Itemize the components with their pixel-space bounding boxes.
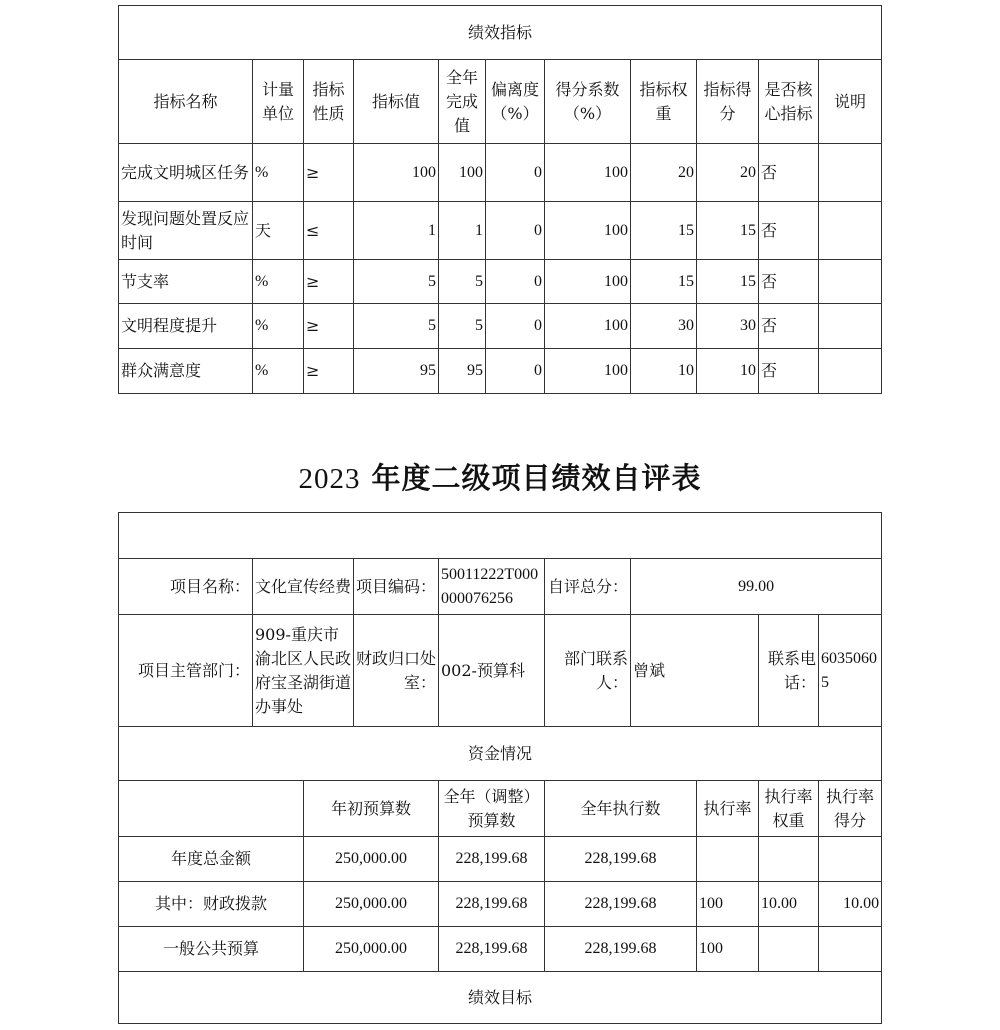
indicator-name: 发现问题处置反应时间 [119,202,253,260]
indicator-nature: ≥ [304,349,354,394]
indicator-unit: % [253,260,304,304]
indicator-weight: 10 [631,349,697,394]
project-code: 50011222T000000076256 [439,559,545,615]
indicator-note [819,260,882,304]
indicator-target: 5 [354,304,439,349]
indicator-core: 否 [759,304,819,349]
indicator-table [118,5,882,394]
funds-weight [759,837,819,882]
indicator-nature: ≥ [304,260,354,304]
table-row [119,202,882,260]
table-row [119,882,882,927]
project-info-row [119,559,882,615]
indicator-note [819,349,882,394]
indicator-target: 1 [354,202,439,260]
funds-adjusted: 228,199.68 [439,927,545,972]
table-row [119,260,882,304]
indicator-deviation: 0 [486,202,545,260]
funds-row-label: 其中：财政拨款 [119,882,304,927]
header-initial-budget: 年初预算数 [304,781,439,837]
indicator-coefficient: 100 [545,260,631,304]
funds-row-label: 年度总金额 [119,837,304,882]
funds-executed: 228,199.68 [545,882,697,927]
header-rate-weight: 执行率权重 [759,781,819,837]
indicator-actual: 1 [439,202,486,260]
dept-label: 项目主管部门： [119,615,253,727]
funds-rate: 100 [697,927,759,972]
header-note: 说明 [819,60,882,144]
funds-executed: 228,199.68 [545,927,697,972]
header-nature: 指标性质 [304,60,354,144]
indicator-name: 完成文明城区任务 [119,144,253,202]
header-core: 是否核心指标 [759,60,819,144]
table-row [119,144,882,202]
indicator-nature: ≥ [304,144,354,202]
funds-adjusted: 228,199.68 [439,837,545,882]
indicator-target: 5 [354,260,439,304]
dept-value: 909-重庆市渝北区人民政府宝圣湖街道办事处 [253,615,354,727]
indicator-unit: 天 [253,202,304,260]
header-deviation: 偏离度（%） [486,60,545,144]
indicator-deviation: 0 [486,349,545,394]
indicator-header-row [119,60,882,144]
indicator-target: 100 [354,144,439,202]
funds-initial: 250,000.00 [304,882,439,927]
finance-value: 002-预算科 [439,615,545,727]
indicator-target: 95 [354,349,439,394]
funds-rate: 100 [697,882,759,927]
goals-title: 绩效目标 [119,972,882,1024]
indicator-core: 否 [759,202,819,260]
indicator-actual: 5 [439,304,486,349]
indicator-nature: ≥ [304,304,354,349]
indicator-actual: 5 [439,260,486,304]
funds-adjusted: 228,199.68 [439,882,545,927]
header-unit: 计量单位 [253,60,304,144]
funds-header-blank [119,781,304,837]
self-score-label: 自评总分： [545,559,631,615]
indicator-coefficient: 100 [545,304,631,349]
project-name: 文化宣传经费 [253,559,354,615]
indicator-weight: 15 [631,202,697,260]
phone-label: 联系电话： [759,615,819,727]
indicator-score: 15 [697,202,759,260]
indicator-core: 否 [759,144,819,202]
self-score: 99.00 [631,559,882,615]
indicator-deviation: 0 [486,304,545,349]
indicator-actual: 95 [439,349,486,394]
project-code-label: 项目编码： [354,559,439,615]
title-text: 年度二级项目绩效自评表 [371,461,702,495]
indicator-nature: ≤ [304,202,354,260]
funds-score [819,927,882,972]
header-indicator-name: 指标名称 [119,60,253,144]
contact-value: 曾斌 [631,615,759,727]
funds-initial: 250,000.00 [304,837,439,882]
indicator-unit: % [253,349,304,394]
indicator-deviation: 0 [486,144,545,202]
table-row [119,837,882,882]
indicator-core: 否 [759,260,819,304]
header-target: 指标值 [354,60,439,144]
indicator-note [819,202,882,260]
title-year: 2023 [298,463,361,495]
blank-row [119,513,882,559]
indicator-deviation: 0 [486,260,545,304]
project-dept-row [119,615,882,727]
project-name-label: 项目名称： [119,559,253,615]
indicator-weight: 20 [631,144,697,202]
header-weight: 指标权重 [631,60,697,144]
indicator-score: 20 [697,144,759,202]
indicator-weight: 30 [631,304,697,349]
funds-score: 10.00 [819,882,882,927]
table-row [119,304,882,349]
indicator-note [819,144,882,202]
funds-header-row [119,781,882,837]
page-title [0,456,1000,497]
phone-value: 60350605 [819,615,882,727]
indicator-unit: % [253,304,304,349]
funds-weight: 10.00 [759,882,819,927]
indicator-coefficient: 100 [545,202,631,260]
contact-label: 部门联系人： [545,615,631,727]
funds-row-label: 一般公共预算 [119,927,304,972]
indicator-table-title: 绩效指标 [119,6,882,60]
indicator-coefficient: 100 [545,349,631,394]
funds-score [819,837,882,882]
header-exec-rate: 执行率 [697,781,759,837]
funds-initial: 250,000.00 [304,927,439,972]
funds-executed: 228,199.68 [545,837,697,882]
funds-rate [697,837,759,882]
indicator-note [819,304,882,349]
header-rate-score: 执行率得分 [819,781,882,837]
indicator-name: 文明程度提升 [119,304,253,349]
indicator-score: 10 [697,349,759,394]
header-score: 指标得分 [697,60,759,144]
indicator-unit: % [253,144,304,202]
indicator-actual: 100 [439,144,486,202]
table-row [119,349,882,394]
header-actual: 全年完成值 [439,60,486,144]
funds-title: 资金情况 [119,727,882,781]
header-adjusted-budget: 全年（调整）预算数 [439,781,545,837]
indicator-name: 群众满意度 [119,349,253,394]
header-executed: 全年执行数 [545,781,697,837]
header-coefficient: 得分系数（%） [545,60,631,144]
indicator-name: 节支率 [119,260,253,304]
table-row [119,927,882,972]
finance-label: 财政归口处室： [354,615,439,727]
indicator-coefficient: 100 [545,144,631,202]
funds-weight [759,927,819,972]
indicator-core: 否 [759,349,819,394]
indicator-score: 30 [697,304,759,349]
indicator-weight: 15 [631,260,697,304]
project-table [118,512,882,1024]
indicator-score: 15 [697,260,759,304]
